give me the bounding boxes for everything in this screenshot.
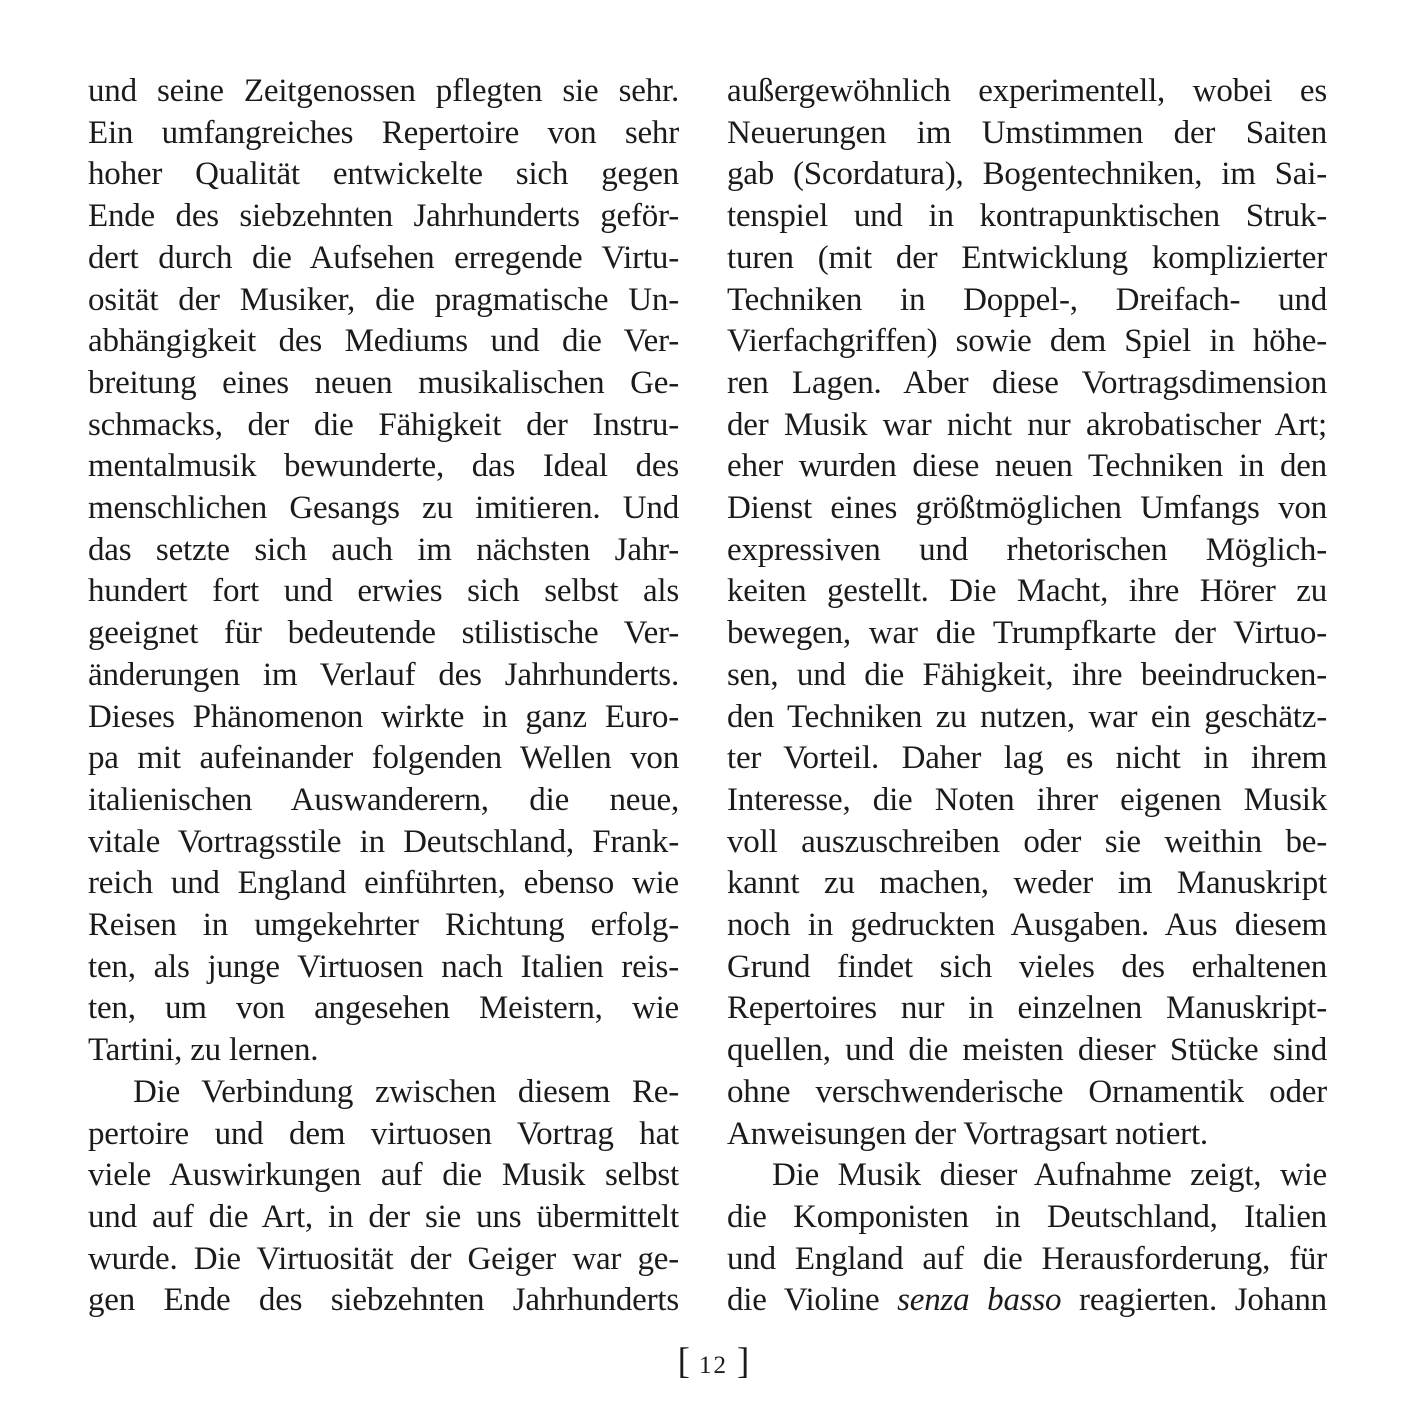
text-line <box>727 446 1327 488</box>
text-segment: osität der Musiker, die pragmatische Un- <box>88 281 679 318</box>
text-line <box>88 488 679 530</box>
text-segment: ten, als junge Virtuosen nach Italien reis- <box>88 948 679 985</box>
text-segment: kannt zu machen, weder im Manuskript <box>727 865 1327 902</box>
text-line <box>88 613 679 655</box>
text-line <box>88 905 679 947</box>
text-line <box>727 738 1327 780</box>
text-segment: geeignet für bedeutende stilistische Ver- <box>88 615 679 652</box>
text-line <box>727 196 1327 238</box>
text-segment: und auf die Art, in der sie uns übermittelt <box>88 1198 679 1235</box>
text-segment: Die Musik dieser Aufnahme zeigt, wie <box>772 1157 1327 1194</box>
text-line <box>727 947 1327 989</box>
text-line <box>727 780 1327 822</box>
text-line <box>88 113 679 155</box>
text-line <box>88 280 679 322</box>
text-segment: außergewöhnlich experimentell, wobei es <box>727 73 1327 109</box>
text-line <box>88 238 679 280</box>
text-segment: abhängigkeit des Mediums und die Ver- <box>88 323 679 360</box>
text-line <box>727 238 1327 280</box>
text-line <box>727 405 1327 447</box>
text-line <box>88 571 679 613</box>
text-line <box>88 988 679 1030</box>
text-line <box>88 446 679 488</box>
text-line <box>727 1114 1327 1156</box>
folio-open-bracket: [ <box>677 1341 690 1382</box>
text-line <box>88 697 679 739</box>
text-line <box>88 71 679 113</box>
text-segment: menschlichen Gesangs zu imitieren. Und <box>88 490 679 527</box>
text-segment: noch in gedruckten Ausgaben. Aus diesem <box>727 907 1327 944</box>
text-segment: und England auf die Herausforderung, für <box>727 1240 1327 1277</box>
text-segment: hoher Qualität entwickelte sich gegen <box>88 156 679 193</box>
text-line <box>727 822 1327 864</box>
text-line <box>88 655 679 697</box>
text-segment: hundert fort und erwies sich selbst als <box>88 573 679 610</box>
text-segment: Interesse, die Noten ihrer eigenen Musik <box>727 781 1327 818</box>
text-line <box>727 488 1327 530</box>
text-segment: Dienst eines größtmöglichen Umfangs von <box>727 490 1327 527</box>
text-segment: keiten gestellt. Die Macht, ihre Hörer zu <box>727 573 1327 610</box>
text-segment: Neuerungen im Umstimmen der Saiten <box>727 114 1327 151</box>
text-line <box>727 113 1327 155</box>
text-segment: der Musik war nicht nur akrobatischer Art; <box>727 406 1327 443</box>
text-line <box>727 655 1327 697</box>
text-line <box>727 1239 1327 1281</box>
text-line <box>88 321 679 363</box>
text-column-left <box>88 71 679 1322</box>
text-line <box>727 530 1327 572</box>
text-line <box>727 1030 1327 1072</box>
text-line <box>727 321 1327 363</box>
text-line <box>88 1030 679 1072</box>
text-line <box>88 363 679 405</box>
text-line <box>727 1155 1327 1197</box>
text-segment: das setzte sich auch im nächsten Jahr- <box>88 531 679 568</box>
folio-close-bracket: ] <box>737 1341 750 1382</box>
text-segment: Grund findet sich vieles des erhaltenen <box>727 948 1327 985</box>
text-segment: reagierten. Johann <box>1061 1282 1327 1319</box>
text-line <box>88 1114 679 1156</box>
text-line <box>88 738 679 780</box>
text-segment: gen Ende des siebzehnten Jahrhunderts <box>88 1282 679 1319</box>
text-line <box>727 571 1327 613</box>
folio-number: 12 <box>699 1352 728 1379</box>
text-segment: Die Verbindung zwischen diesem Re- <box>133 1073 679 1110</box>
text-segment: viele Auswirkungen auf die Musik selbst <box>88 1157 679 1194</box>
text-line <box>727 363 1327 405</box>
text-segment: die Komponisten in Deutschland, Italien <box>727 1198 1327 1235</box>
text-segment: die Violine <box>727 1282 898 1319</box>
text-line <box>88 1197 679 1239</box>
text-segment: vitale Vortragsstile in Deutschland, Frank- <box>88 823 679 860</box>
text-line <box>727 1072 1327 1114</box>
text-line <box>727 697 1327 739</box>
text-segment: Dieses Phänomenon wirkte in ganz Euro- <box>88 698 679 735</box>
text-segment: reich und England einführten, ebenso wie <box>88 865 679 902</box>
text-line <box>88 947 679 989</box>
italic-phrase: senza basso <box>897 1282 1062 1319</box>
text-line <box>727 863 1327 905</box>
text-line <box>727 1197 1327 1239</box>
text-line <box>727 71 1327 113</box>
text-line <box>727 154 1327 196</box>
text-segment: Tartini, zu lernen. <box>88 1032 319 1069</box>
text-segment: dert durch die Aufsehen erregende Virtu- <box>88 239 679 276</box>
text-line <box>727 280 1327 322</box>
text-segment: bewegen, war die Trumpfkarte der Virtuo- <box>727 615 1327 652</box>
text-line <box>727 1280 1327 1322</box>
text-segment: Ein umfangreiches Repertoire von sehr <box>88 114 679 151</box>
text-segment: Ende des siebzehnten Jahrhunderts geför- <box>88 198 679 235</box>
text-segment: Repertoires nur in einzelnen Manuskript- <box>727 990 1327 1027</box>
text-segment: gab (Scordatura), Bogentechniken, im Sai- <box>727 156 1327 193</box>
text-line <box>88 154 679 196</box>
text-segment: pertoire und dem virtuosen Vortrag hat <box>88 1115 679 1152</box>
text-segment: änderungen im Verlauf des Jahrhunderts. <box>88 656 679 693</box>
text-line <box>88 863 679 905</box>
text-segment: ter Vorteil. Daher lag es nicht in ihrem <box>727 740 1327 777</box>
text-segment: expressiven und rhetorischen Möglich- <box>727 531 1327 568</box>
text-segment: Techniken in Doppel-, Dreifach- und <box>727 281 1327 318</box>
text-segment: ohne verschwenderische Ornamentik oder <box>727 1073 1327 1110</box>
text-segment: mentalmusik bewunderte, das Ideal des <box>88 448 679 485</box>
text-segment: ten, um von angesehen Meistern, wie <box>88 990 679 1027</box>
text-segment: wurde. Die Virtuosität der Geiger war ge- <box>88 1240 679 1277</box>
text-line <box>88 530 679 572</box>
text-segment: tenspiel und in kontrapunktischen Struk- <box>727 198 1327 235</box>
text-line <box>88 1280 679 1322</box>
text-segment: eher wurden diese neuen Techniken in den <box>727 448 1327 485</box>
page-number <box>0 1340 1427 1391</box>
text-segment: Reisen in umgekehrter Richtung erfolg- <box>88 907 679 944</box>
text-line <box>727 905 1327 947</box>
text-segment: Anweisungen der Vortragsart notiert. <box>727 1115 1208 1152</box>
text-segment: italienischen Auswanderern, die neue, <box>88 781 679 818</box>
text-line <box>88 780 679 822</box>
text-line <box>88 822 679 864</box>
text-column-right <box>727 71 1327 1322</box>
text-line <box>727 613 1327 655</box>
text-line <box>88 1239 679 1281</box>
text-segment: breitung eines neuen musikalischen Ge- <box>88 364 679 401</box>
text-line <box>88 1155 679 1197</box>
text-segment: ren Lagen. Aber diese Vortragsdimension <box>727 364 1327 401</box>
text-segment: quellen, und die meisten dieser Stücke sind <box>727 1032 1327 1069</box>
text-segment: schmacks, der die Fähigkeit der Instru- <box>88 406 679 443</box>
text-segment: turen (mit der Entwicklung komplizierter <box>727 239 1327 276</box>
text-segment: und seine Zeitgenossen pflegten sie sehr. <box>88 73 679 109</box>
text-line <box>88 1072 679 1114</box>
text-line <box>727 988 1327 1030</box>
text-line <box>88 196 679 238</box>
text-segment: pa mit aufeinander folgenden Wellen von <box>88 740 679 777</box>
text-segment: den Techniken zu nutzen, war ein geschätz- <box>727 698 1327 735</box>
text-segment: sen, und die Fähigkeit, ihre beeindrucken- <box>727 656 1327 693</box>
text-segment: Vierfachgriffen) sowie dem Spiel in höhe- <box>727 323 1327 360</box>
text-line <box>88 405 679 447</box>
text-segment: voll auszuschreiben oder sie weithin be- <box>727 823 1327 860</box>
